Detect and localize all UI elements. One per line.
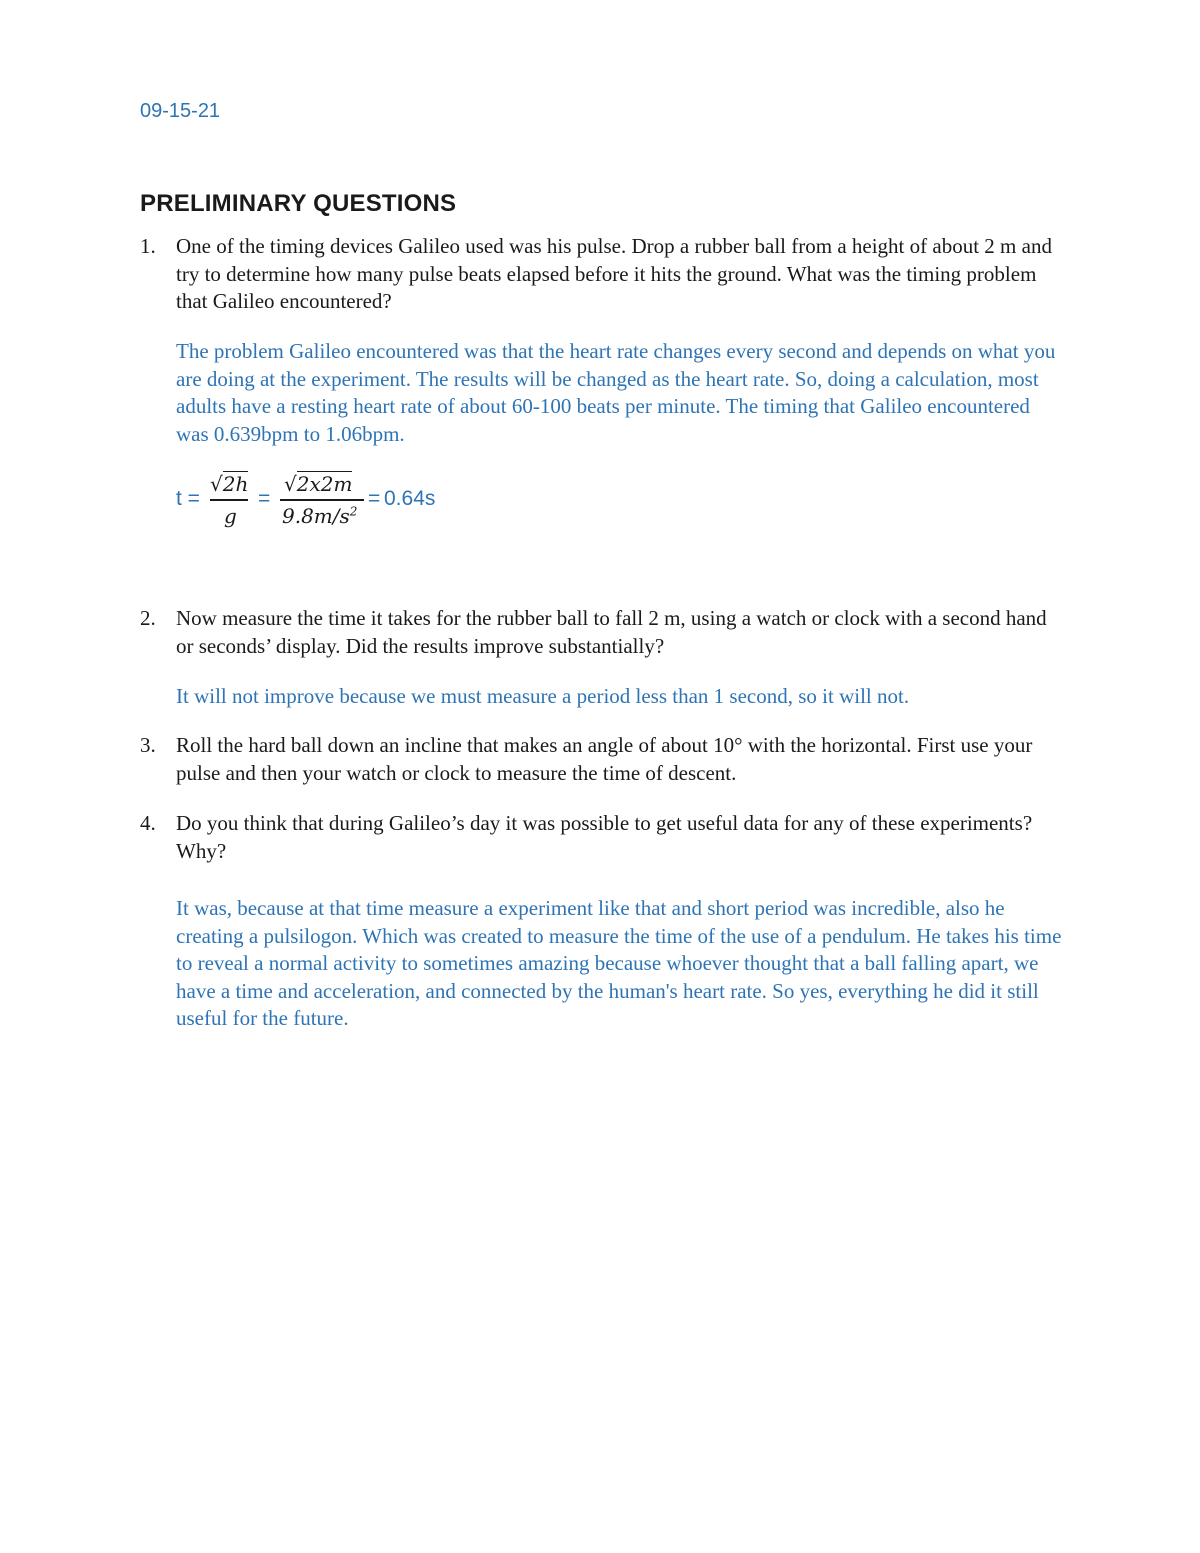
fraction-bar-1 xyxy=(210,499,248,501)
formula-den1: g xyxy=(224,504,237,528)
formula-eq1: = xyxy=(258,487,271,510)
date-label: 09-15-21 xyxy=(140,100,221,122)
question-number: 2. xyxy=(140,606,156,630)
fraction-bar-2 xyxy=(280,499,364,501)
answer-2: It will not improve because we must measure a period less than 1 second, so it will not. xyxy=(176,684,910,708)
question-number: 3. xyxy=(140,733,156,757)
formula-num2-text: 2x2m xyxy=(296,472,353,496)
sqrt-symbol-2: √ xyxy=(284,472,297,496)
formula-num2 xyxy=(284,472,352,496)
formula-eq2: = xyxy=(368,487,381,510)
answer-4: It was, because at that time measure a experiment like that and short period was incredible, also he creating a pulsilogon. Which was created to measure the time of the use of a pendulum. He takes his time to reveal a normal activity to sometimes amazing because whoever thought that a ball falling apart, we have a time and acceleration, and connected by the human's heart rate. So yes, everything he did it still useful for the future. xyxy=(176,896,1062,1030)
formula xyxy=(176,466,576,536)
question-text: Roll the hard ball down an incline that makes an angle of about 10° with the horizontal. First use your pulse and then your watch or clock to measure the time of descent. xyxy=(176,733,1033,785)
formula-num1-text: 2h xyxy=(222,472,249,496)
formula-den2 xyxy=(282,504,357,528)
formula-lhs: t = xyxy=(176,487,200,510)
formula-result: 0.64s xyxy=(384,487,436,510)
question-number: 1. xyxy=(140,234,156,258)
formula-num1 xyxy=(210,472,248,496)
section-heading: PRELIMINARY QUESTIONS xyxy=(140,190,457,217)
question-text: Do you think that during Galileo’s day it was possible to get useful data for any of these experiments? Why? xyxy=(176,811,1033,863)
sqrt-symbol: √ xyxy=(210,472,223,496)
formula-den2-text: 9.8m/s xyxy=(282,504,350,528)
answer-1: The problem Galileo encountered was that the heart rate changes every second and depends on what you are doing at the experiment. The results will be changed as the heart rate. So, doing a calculation, most adults have a resting heart rate of about 60-100 beats per minute. The timing that Galileo encountered was 0.639bpm to 1.06bpm. xyxy=(176,339,1056,446)
question-text: One of the timing devices Galileo used was his pulse. Drop a rubber ball from a height of about 2 m and try to determine how many pulse beats elapsed before it hits the ground. What was the timing problem that Galileo encountered? xyxy=(176,234,1052,313)
question-text: Now measure the time it takes for the rubber ball to fall 2 m, using a watch or clock with a second hand or seconds’ display. Did the results improve substantially? xyxy=(176,606,1047,658)
question-number: 4. xyxy=(140,811,156,835)
formula-den2-exp: 2 xyxy=(349,504,358,519)
